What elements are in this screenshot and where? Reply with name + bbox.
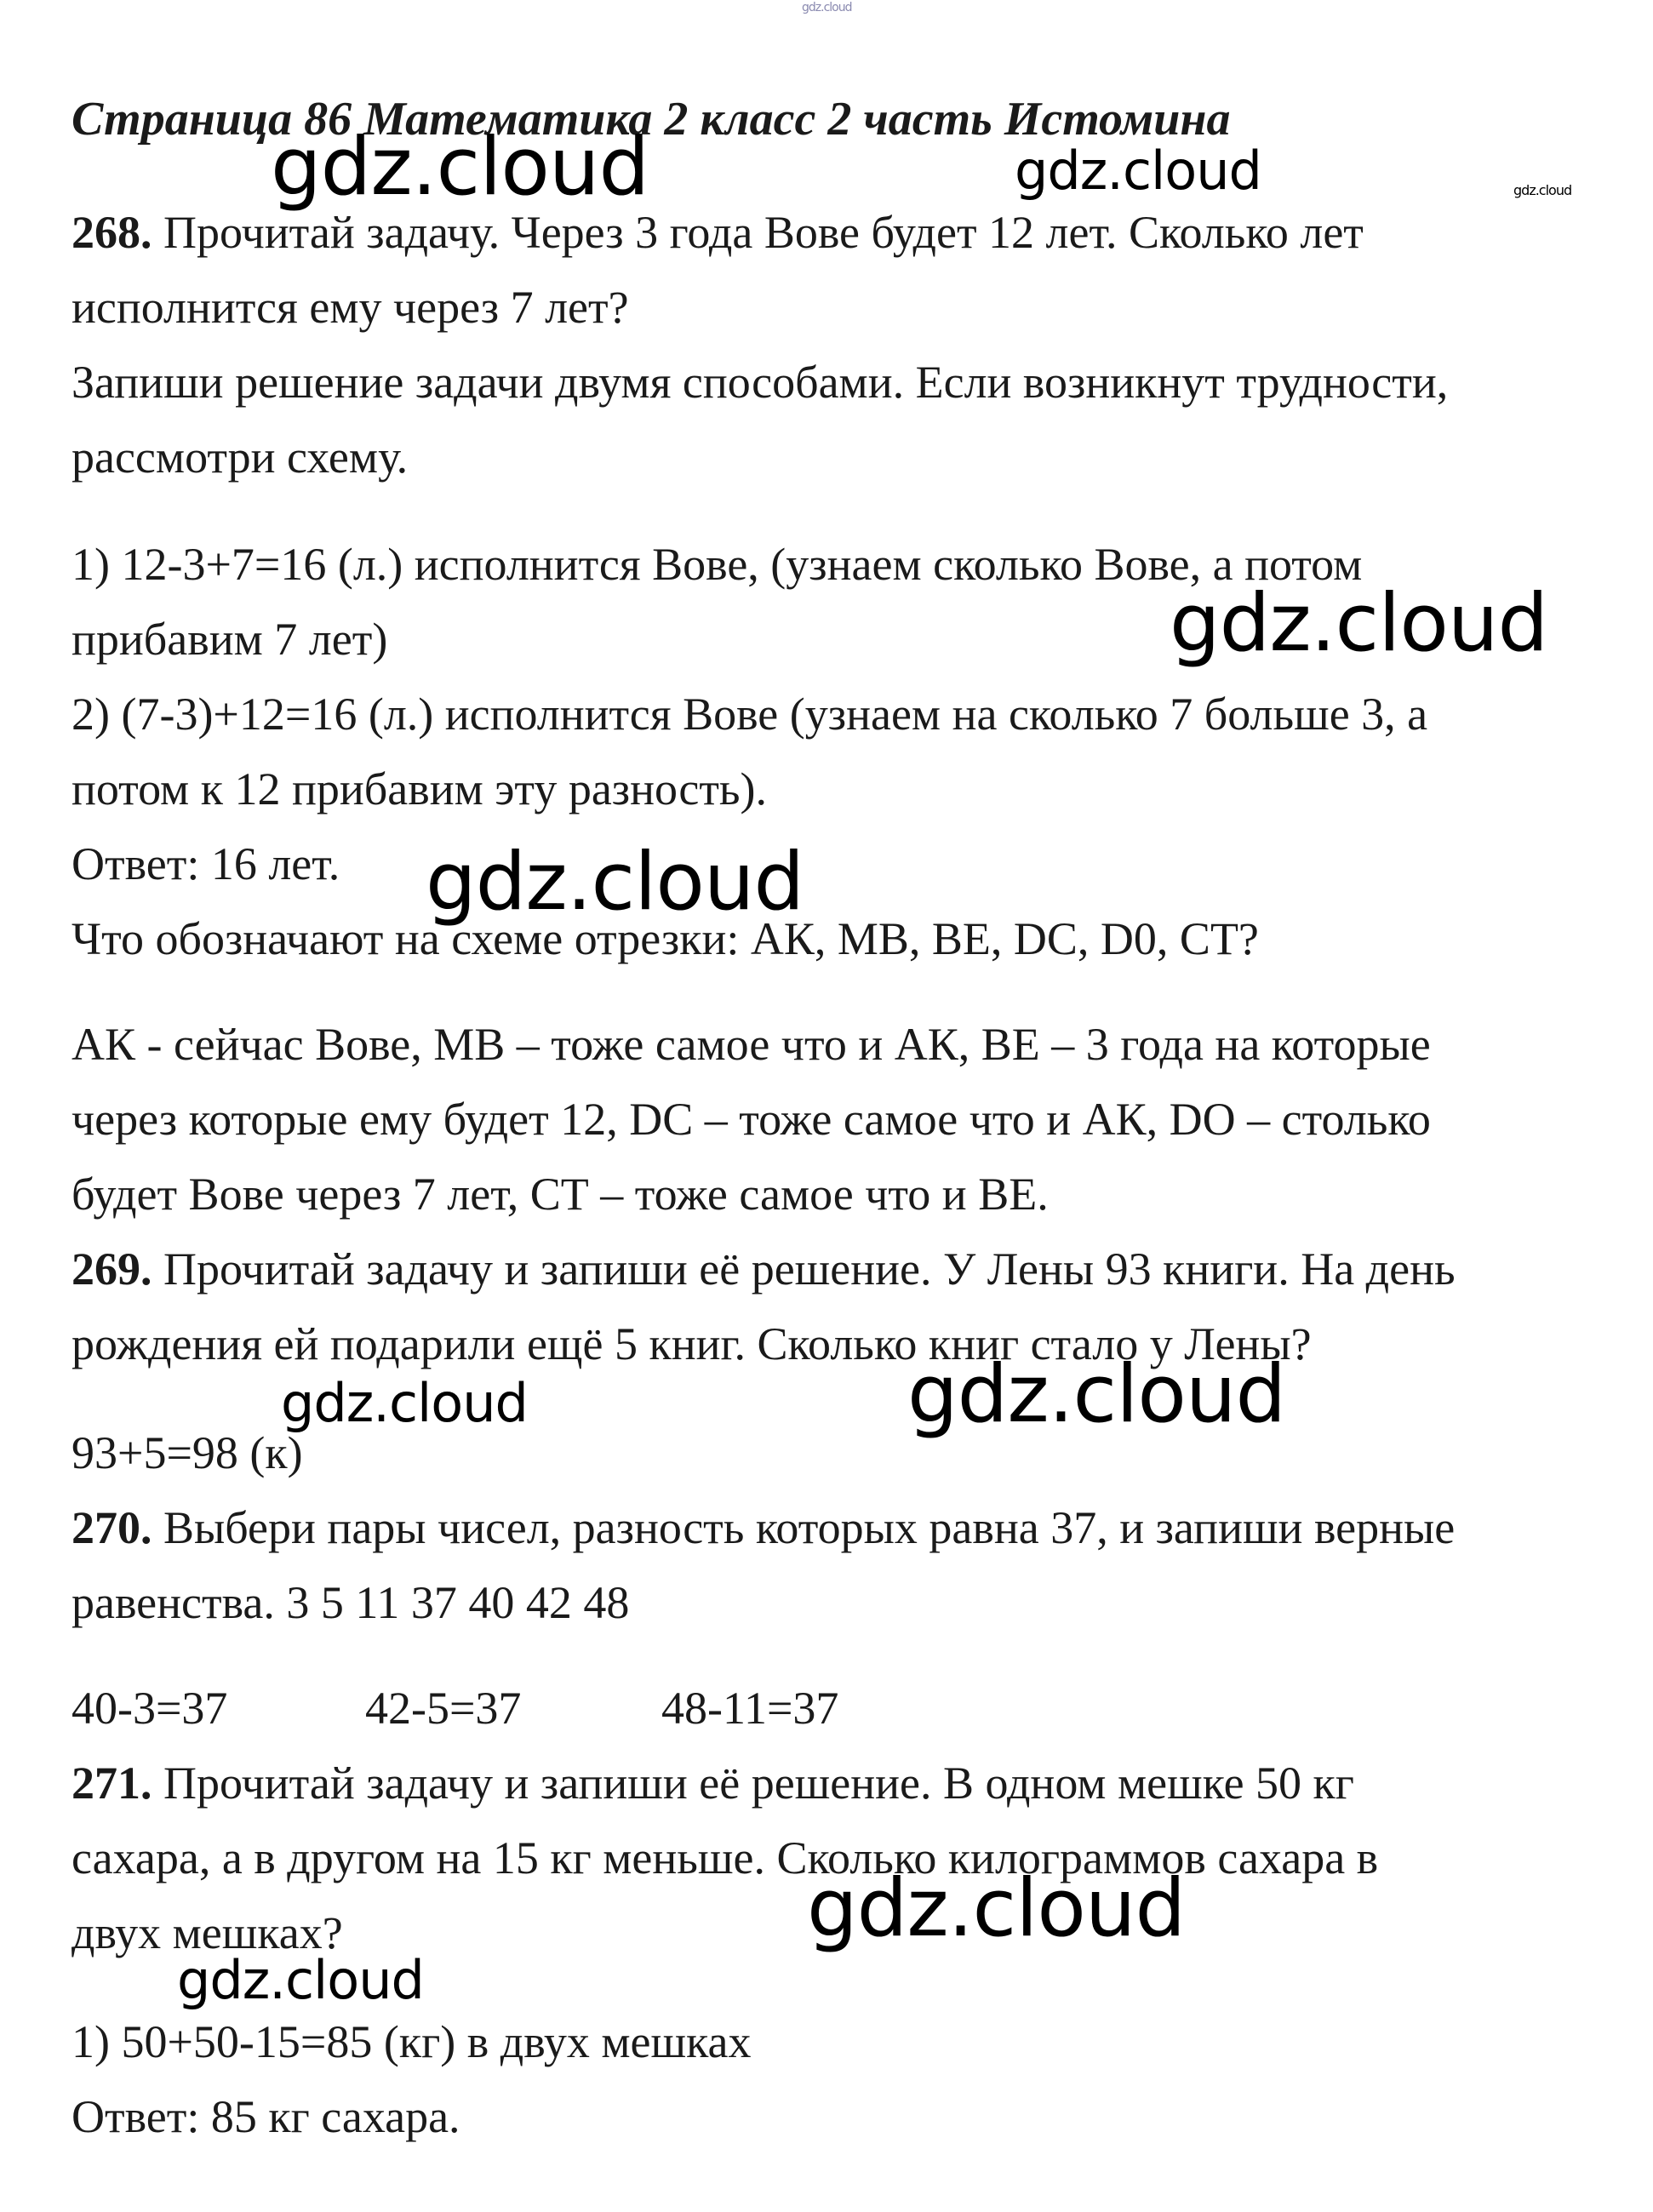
task-268-solution-1a: 1) 12-3+7=16 (л.) исполнится Вове, (узнаем сколько Вове, а потом	[71, 539, 1363, 590]
task-268-solution-2b: потом к 12 прибавим эту разность).	[71, 763, 768, 814]
page-title: Страница 86 Математика 2 класс 2 часть Истомина	[71, 93, 1231, 146]
task-269-number: 269.	[71, 1243, 152, 1295]
task-268-solution-1b: прибавим 7 лет)	[71, 614, 388, 665]
task-268-explanation-3: будет Вове через 7 лет, СТ – тоже самое что и ВЕ.	[71, 1169, 1049, 1220]
task-270-equations	[71, 1683, 839, 1734]
task-270-number: 270.	[71, 1502, 152, 1553]
task-268-question: Что обозначают на схеме отрезки: АК, МВ, ВЕ, DC, D0, CT?	[71, 913, 1259, 964]
watermark: gdz.cloud	[271, 121, 649, 214]
watermark-top: gdz.cloud	[802, 1, 852, 14]
task-268-line-2: исполнится ему через 7 лет?	[71, 282, 629, 333]
task-270-equation-3: 48-11=37	[661, 1683, 839, 1734]
task-270-line-1	[71, 1502, 1456, 1553]
task-270-line-2: равенства. 3 5 11 37 40 42 48	[71, 1577, 630, 1628]
task-268-line-3: Запиши решение задачи двумя способами. Если возникнут трудности,	[71, 357, 1449, 408]
watermark: gdz.cloud	[1015, 140, 1261, 202]
task-268-line-1	[71, 207, 1364, 258]
watermark: gdz.cloud	[177, 1949, 424, 2011]
task-268-explanation-1: АК - сейчас Вове, МВ – тоже самое что и АК, ВЕ – 3 года на которые	[71, 1019, 1431, 1070]
watermark: gdz.cloud	[426, 836, 804, 929]
task-269-text: Прочитай задачу и запиши её решение. У Лены 93 книги. На день	[152, 1243, 1456, 1295]
task-268-number: 268.	[71, 207, 152, 258]
task-271-line-3: двух мешках?	[71, 1907, 343, 1958]
task-271-answer: Ответ: 85 кг сахара.	[71, 2091, 460, 2142]
watermark: gdz.cloud	[807, 1862, 1186, 1955]
task-268-explanation-2: через которые ему будет 12, DC – тоже самое что и АК, DO – столько	[71, 1094, 1431, 1145]
task-271-text: Прочитай задачу и запиши её решение. В одном мешке 50 кг	[152, 1758, 1354, 1809]
task-270-equation-2: 42-5=37	[365, 1683, 522, 1734]
task-268-solution-2a: 2) (7-3)+12=16 (л.) исполнится Вове (узнаем на сколько 7 больше 3, а	[71, 689, 1428, 740]
task-271-solution: 1) 50+50-15=85 (кг) в двух мешках	[71, 2016, 752, 2067]
task-269-line-2: рождения ей подарили ещё 5 книг. Сколько книг стало у Лены?	[71, 1318, 1312, 1369]
watermark: gdz.cloud	[281, 1372, 528, 1434]
watermark: gdz.cloud	[1513, 182, 1572, 198]
task-270-text: Выбери пары чисел, разность которых равна 37, и запиши верные	[152, 1502, 1456, 1553]
task-269-solution: 93+5=98 (к)	[71, 1427, 303, 1478]
task-268-line-4: рассмотри схему.	[71, 432, 409, 483]
task-271-line-1	[71, 1758, 1354, 1809]
task-271-number: 271.	[71, 1758, 152, 1809]
watermark: gdz.cloud	[907, 1348, 1286, 1441]
task-269-line-1	[71, 1243, 1456, 1295]
task-271-line-2: сахара, а в другом на 15 кг меньше. Сколько килограммов сахара в	[71, 1832, 1379, 1883]
task-268-text: Прочитай задачу. Через 3 года Вове будет 12 лет. Сколько лет	[152, 207, 1364, 258]
watermark: gdz.cloud	[1170, 577, 1548, 670]
task-270-equation-1: 40-3=37	[71, 1683, 228, 1734]
task-268-answer: Ответ: 16 лет.	[71, 838, 340, 889]
